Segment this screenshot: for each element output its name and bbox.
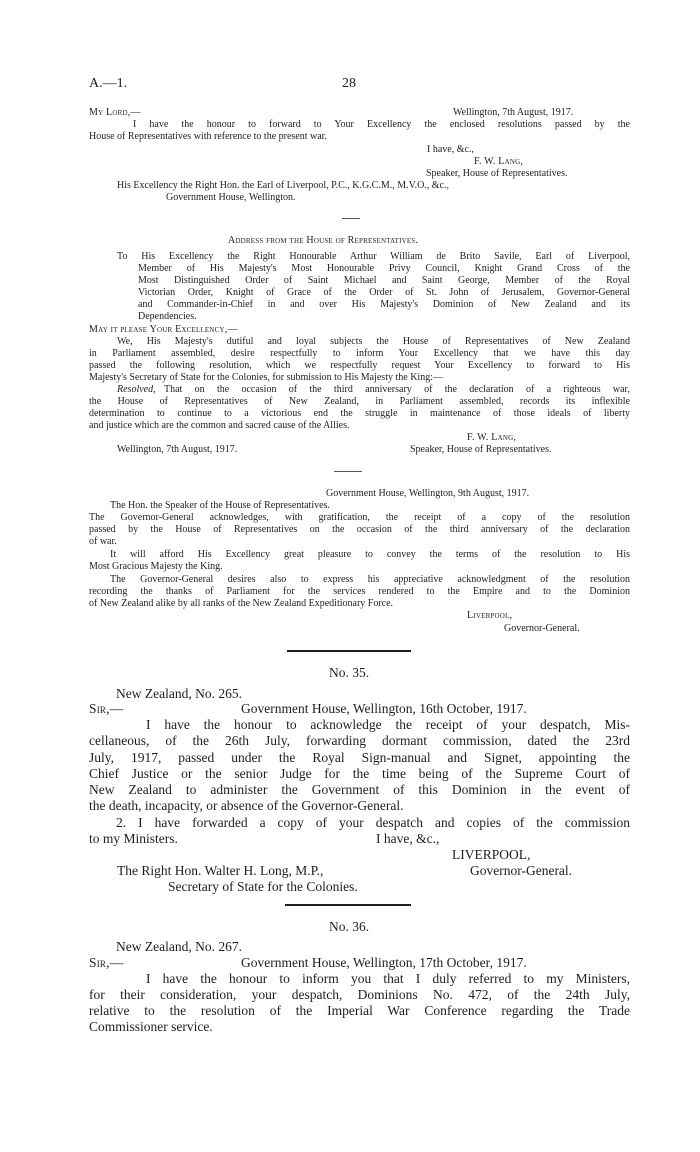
letter1-signature-title: Speaker, House of Representatives. bbox=[426, 168, 568, 179]
no36-ref: New Zealand, No. 267. bbox=[116, 939, 242, 954]
reply-signature: Liverpool, bbox=[467, 610, 513, 621]
no35-place-date: Government House, Wellington, 16th October, 1917. bbox=[241, 701, 527, 716]
address-para-line: passed the following resolution, which we respectfully request Your Excellency to forward to His bbox=[89, 360, 630, 371]
reply-para-line: The Governor-General desires also to express his appreciative acknowledgment of the resolution bbox=[110, 574, 630, 585]
reply-place-date: Government House, Wellington, 9th August, 1917. bbox=[326, 488, 530, 499]
letter1-salutation: My Lord,— bbox=[89, 107, 141, 118]
no36-title: No. 36. bbox=[329, 919, 370, 934]
letter1-addressee-line: His Excellency the Right Hon. the Earl of Liverpool, P.C., K.G.C.M., M.V.O., &c., bbox=[117, 180, 450, 191]
address-to-line: Victorian Order, Knight of Grace of the Order of St. John of Jerusalem, Governor-General bbox=[138, 287, 630, 298]
no35-title: No. 35. bbox=[329, 665, 370, 680]
address-to-line: Member of His Majesty's Most Honourable Privy Council, Knight Grand Cross of the bbox=[138, 263, 630, 274]
letter1-closing: I have, &c., bbox=[427, 144, 474, 155]
letter1-signature: F. W. Lang, bbox=[474, 156, 524, 167]
no36-para-line: for their consideration, your despatch, Dominions No. 472, of the 24th July, bbox=[89, 987, 630, 1002]
reply-para-line: Most Gracious Majesty the King. bbox=[89, 561, 223, 572]
no35-para-line: cellaneous, of the 26th July, forwarding dormant commission, dated the 23rd bbox=[89, 733, 630, 748]
address-to-line: Most Distinguished Order of Saint Michael and Saint George, Member of the Royal bbox=[138, 275, 630, 286]
letter1-body-line: I have the honour to forward to Your Excellency the enclosed resolutions passed by the bbox=[133, 119, 630, 130]
resolved-line: and justice which are the common and sacred cause of the Allies. bbox=[89, 420, 350, 431]
no35-para-line: 2. I have forwarded a copy of your despatch and copies of the commission bbox=[116, 815, 630, 830]
no36-para-line: I have the honour to inform you that I duly referred to my Ministers, bbox=[146, 971, 630, 986]
resolved-line: the House of Representatives of New Zealand, in Parliament assembled, records its inflexible bbox=[89, 396, 630, 407]
reply-addressee: The Hon. the Speaker of the House of Representatives. bbox=[110, 500, 330, 511]
resolved-word: Resolved, bbox=[117, 384, 156, 395]
no35-addressee-line: The Right Hon. Walter H. Long, M.P., bbox=[117, 863, 324, 878]
address-signature: F. W. Lang, bbox=[467, 432, 517, 443]
section-rule bbox=[287, 650, 411, 652]
address-to-line: To His Excellency the Right Honourable Arthur William de Brito Savile, Earl of Liverpool, bbox=[117, 251, 630, 262]
page-number: 28 bbox=[342, 76, 356, 91]
section-rule bbox=[285, 904, 411, 906]
reply-para-line: of New Zealand alike by all ranks of the New Zealand Expeditionary Force. bbox=[89, 598, 394, 609]
section-divider bbox=[342, 218, 360, 219]
reply-para-line: It will afford His Excellency great pleasure to convey the terms of the resolution to His bbox=[110, 549, 630, 560]
reply-signature-title: Governor-General. bbox=[504, 623, 580, 634]
no35-para-line: I have the honour to acknowledge the receipt of your despatch, Mis- bbox=[146, 717, 630, 732]
letter1-addressee-line: Government House, Wellington. bbox=[166, 192, 296, 203]
no35-salutation: Sir,— bbox=[89, 701, 124, 716]
reply-para-line: of war. bbox=[89, 536, 117, 547]
no35-para-line: July, 1917, passed under the Royal Sign-manual and Signet, appointing the bbox=[89, 750, 630, 765]
address-to-line: Dependencies. bbox=[138, 311, 197, 322]
address-may-it-please: May it please Your Excellency,— bbox=[89, 324, 238, 335]
reply-para-line: The Governor-General acknowledges, with gratification, the receipt of a copy of the resolution bbox=[89, 512, 630, 523]
no36-salutation: Sir,— bbox=[89, 955, 124, 970]
address-signature-title: Speaker, House of Representatives. bbox=[410, 444, 552, 455]
no35-para-line: New Zealand to administer the Government of this Dominion in the event of bbox=[89, 782, 630, 797]
no36-para-line: relative to the resolution of the Imperial War Conference regarding the Trade bbox=[89, 1003, 630, 1018]
no35-signature-title: Governor-General. bbox=[470, 863, 573, 878]
section-divider bbox=[334, 471, 362, 472]
no35-para-line: the death, incapacity, or absence of the Governor-General. bbox=[89, 798, 404, 813]
letter1-place-date: Wellington, 7th August, 1917. bbox=[453, 107, 574, 118]
address-para-line: in Parliament assembled, desire respectfully to inform Your Excellency that we have this day bbox=[89, 348, 630, 359]
reply-para-line: recording the thanks of Parliament for the services rendered to the Empire and to the Dominion bbox=[89, 586, 630, 597]
reply-para-line: passed by the House of Representatives on the occasion of the third anniversary of the declaration bbox=[89, 524, 630, 535]
address-para-line: We, His Majesty's dutiful and loyal subjects the House of Representatives of New Zealand bbox=[117, 336, 630, 347]
no35-ref: New Zealand, No. 265. bbox=[116, 686, 242, 701]
resolved-line: determination to continue to a victorious end the struggle in maintenance of those ideals of liberty bbox=[89, 408, 630, 419]
address-para-line: Majesty's Secretary of State for the Colonies, for submission to His Majesty the King:— bbox=[89, 372, 443, 383]
address-place-date: Wellington, 7th August, 1917. bbox=[117, 444, 238, 455]
no35-signature: LIVERPOOL, bbox=[452, 847, 531, 862]
no35-para-line: Chief Justice or the senior Judge for the time being of the Supreme Court of bbox=[89, 766, 630, 781]
no35-para-line: to my Ministers. bbox=[89, 831, 178, 846]
no35-closing: I have, &c., bbox=[376, 831, 440, 846]
resolved-line: That on the occasion of the third anniversary of the declaration of a righteous war, bbox=[164, 384, 630, 395]
address-heading: Address from the House of Representatives. bbox=[228, 235, 419, 246]
document-reference: A.—1. bbox=[89, 76, 128, 91]
no35-addressee-line: Secretary of State for the Colonies. bbox=[168, 879, 358, 894]
letter1-body-line: House of Representatives with reference to the present war. bbox=[89, 131, 327, 142]
no36-place-date: Government House, Wellington, 17th October, 1917. bbox=[241, 955, 527, 970]
address-to-line: and Commander-in-Chief in and over His Majesty's Dominion of New Zealand and its bbox=[138, 299, 630, 310]
no36-para-line: Commissioner service. bbox=[89, 1019, 213, 1034]
